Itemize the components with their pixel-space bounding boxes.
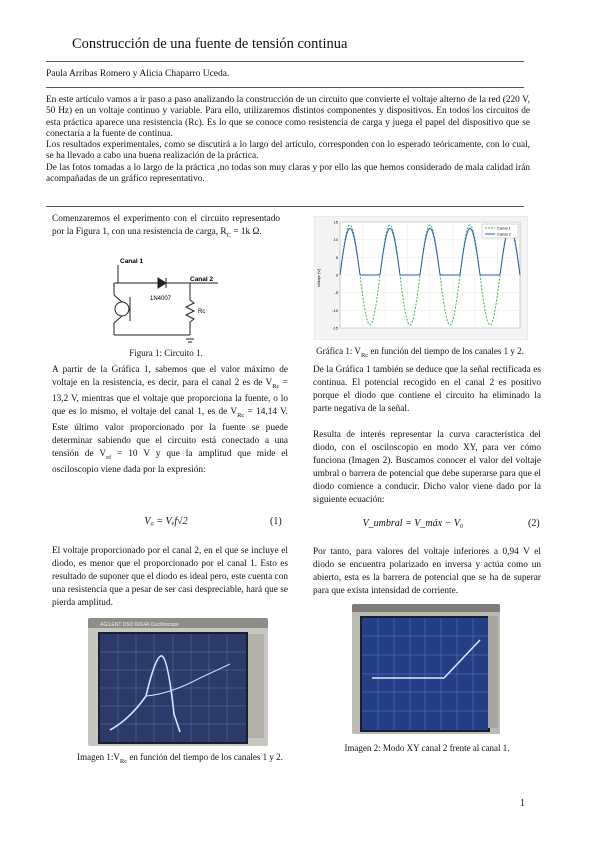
- y-tick-label: 0: [335, 272, 338, 278]
- oscilloscope-photo-1: [88, 618, 268, 746]
- channel2-paragraph: El voltaje proporcionado por el canal 2, en el que se incluye el diodo, es menor que el proporcionado por el canal 1. Esto es resultado de suponer que el diodo es ideal pero, este cuenta con una resistencia que a pesar de ser casi despreciable, hará que se pierda amplitud.: [52, 546, 288, 608]
- legend: [482, 224, 518, 238]
- y-tick-label: -10: [332, 307, 338, 313]
- legend-canal1: Canal 1: [497, 225, 511, 231]
- image1-caption: Imagen $1:V_{Rc}$ en función del tiempo de los canales 1 y 2.: [77, 752, 283, 765]
- equation-1: V₀ = Vₑf√2: [144, 516, 188, 527]
- resistor-label: Rc: [198, 309, 206, 315]
- diode-label: 1N4007: [150, 296, 172, 302]
- divider: [46, 61, 524, 62]
- divider: [46, 87, 524, 88]
- legend-canal2: Canal 2: [497, 231, 511, 237]
- divider: [46, 206, 524, 207]
- y-tick-label: -15: [332, 325, 338, 331]
- canal1-label: Canal 1: [120, 258, 144, 265]
- rectified-paragraph: De la Gráfica 1 también se deduce que la señal rectificada es continua. El potencial recogido en el canal 2 es positivo porque el diodo que contiene el circuito ha eliminado la parte negativa de la señal.: [313, 365, 541, 414]
- graph1-caption: Gráfica 1: $V_{Rc}$ en función del tiempo de los canales 1 y 2.: [316, 346, 524, 359]
- scope-screen: [98, 632, 248, 744]
- figure1-caption: Figura 1: Circuito 1.: [129, 348, 203, 358]
- image2-caption: Imagen 2: Modo XY canal 2 frente al canal 1.: [344, 743, 510, 753]
- scope-screen-2: [360, 616, 490, 732]
- circuit-diagram: [110, 255, 220, 345]
- page-title: Construcción de una fuente de tensión continua: [72, 36, 348, 52]
- canal2-label: Canal 2: [190, 276, 214, 283]
- y-axis-label: Voltaje (V): [316, 268, 321, 288]
- abstract: [46, 95, 530, 185]
- equation-2: V_umbral = V_máx − V₀: [362, 518, 464, 529]
- oscilloscope-photo-2: [352, 604, 500, 734]
- abstract-paragraph: Los resultados experimentales, como se discutirá a lo largo del artículo, corresponden con lo esperado teóricamente, con lo cual, se ha llevado a cabo una buena realización de la práctica.: [46, 140, 530, 162]
- y-tick-label: 10: [333, 237, 338, 243]
- xy-mode-paragraph: Resulta de interés representar la curva característica del diodo, con el osciloscopio en modo XY, para ver cómo funciona (Imagen 2). Buscamos conocer el valor del voltaje umbral o barrera de potencial que debe superarse para que el diodo comience a conducir. Dicho valor viene dado por la siguiente ecuación:: [313, 430, 541, 505]
- page-number: 1: [520, 798, 525, 809]
- y-tick-label: 15: [333, 219, 338, 225]
- scope-trace-2: [362, 618, 488, 730]
- results-paragraph: A partir de la Gráfica 1, sabemos que el valor máximo de voltaje en la resistencia, es decir, para el canal 2 es de $V_{Rc} = 13,2$ V, mientras que el voltaje que proporciona la fuente, o lo que es lo mismo, el voltaje del canal 1, es de $V_{Rc} = 14,14$ V. Este último valor proporcionado por la fuente se puede determinar sabiendo que el circuito está conectado a una tensión de $V_{ef} = 10$ V y que la amplitud que mide el osciloscopio viene dada por la expresión:: [52, 365, 288, 475]
- equation-2-number: (2): [528, 518, 540, 529]
- scope-trace-1: [100, 634, 246, 742]
- intro-paragraph: Comenzaremos el experimento con el circuito representado por la Figura 1, con una resistencia de carga, $R_C = 1k$ Ω.: [52, 214, 280, 239]
- abstract-paragraph: De las fotos tomadas a lo largo de la práctica ,no todas son muy claras y por ello las que hemos considerado de mala calidad irán acompañadas de un gráfico representativo.: [46, 162, 530, 185]
- scope-brand-label: AGILENT DSO 6014A Oscilloscope: [100, 622, 179, 628]
- y-tick-label: 5: [335, 254, 338, 260]
- authors: Paula Arribas Romero y Alicia Chaparro Uceda.: [46, 69, 230, 79]
- y-tick-label: -5: [334, 290, 338, 296]
- threshold-paragraph: Por tanto, para valores del voltaje inferiores a 0,94 V el diodo se encuentra polarizado en inversa y actúa como un abierto, esta es la barrera de potencial que se ha de superar para que exista intensidad de corriente.: [313, 547, 541, 596]
- graph-1: [314, 216, 528, 340]
- abstract-paragraph: En este artículo vamos a ir paso a paso analizando la construcción de un circuito que convierte el voltaje alterno de la red (220 V, 50 Hz) en un voltaje continuo y variable. Para ello, utilizaremos distintos componentes y dispositivos. En todos los circuitos de esta práctica aparece una resistencia (Rc). Es lo que se conoce como resistencia de carga y juega el papel del dispositivo que se conectaría a la fuente de continua.: [46, 95, 530, 139]
- equation-1-number: (1): [270, 516, 282, 527]
